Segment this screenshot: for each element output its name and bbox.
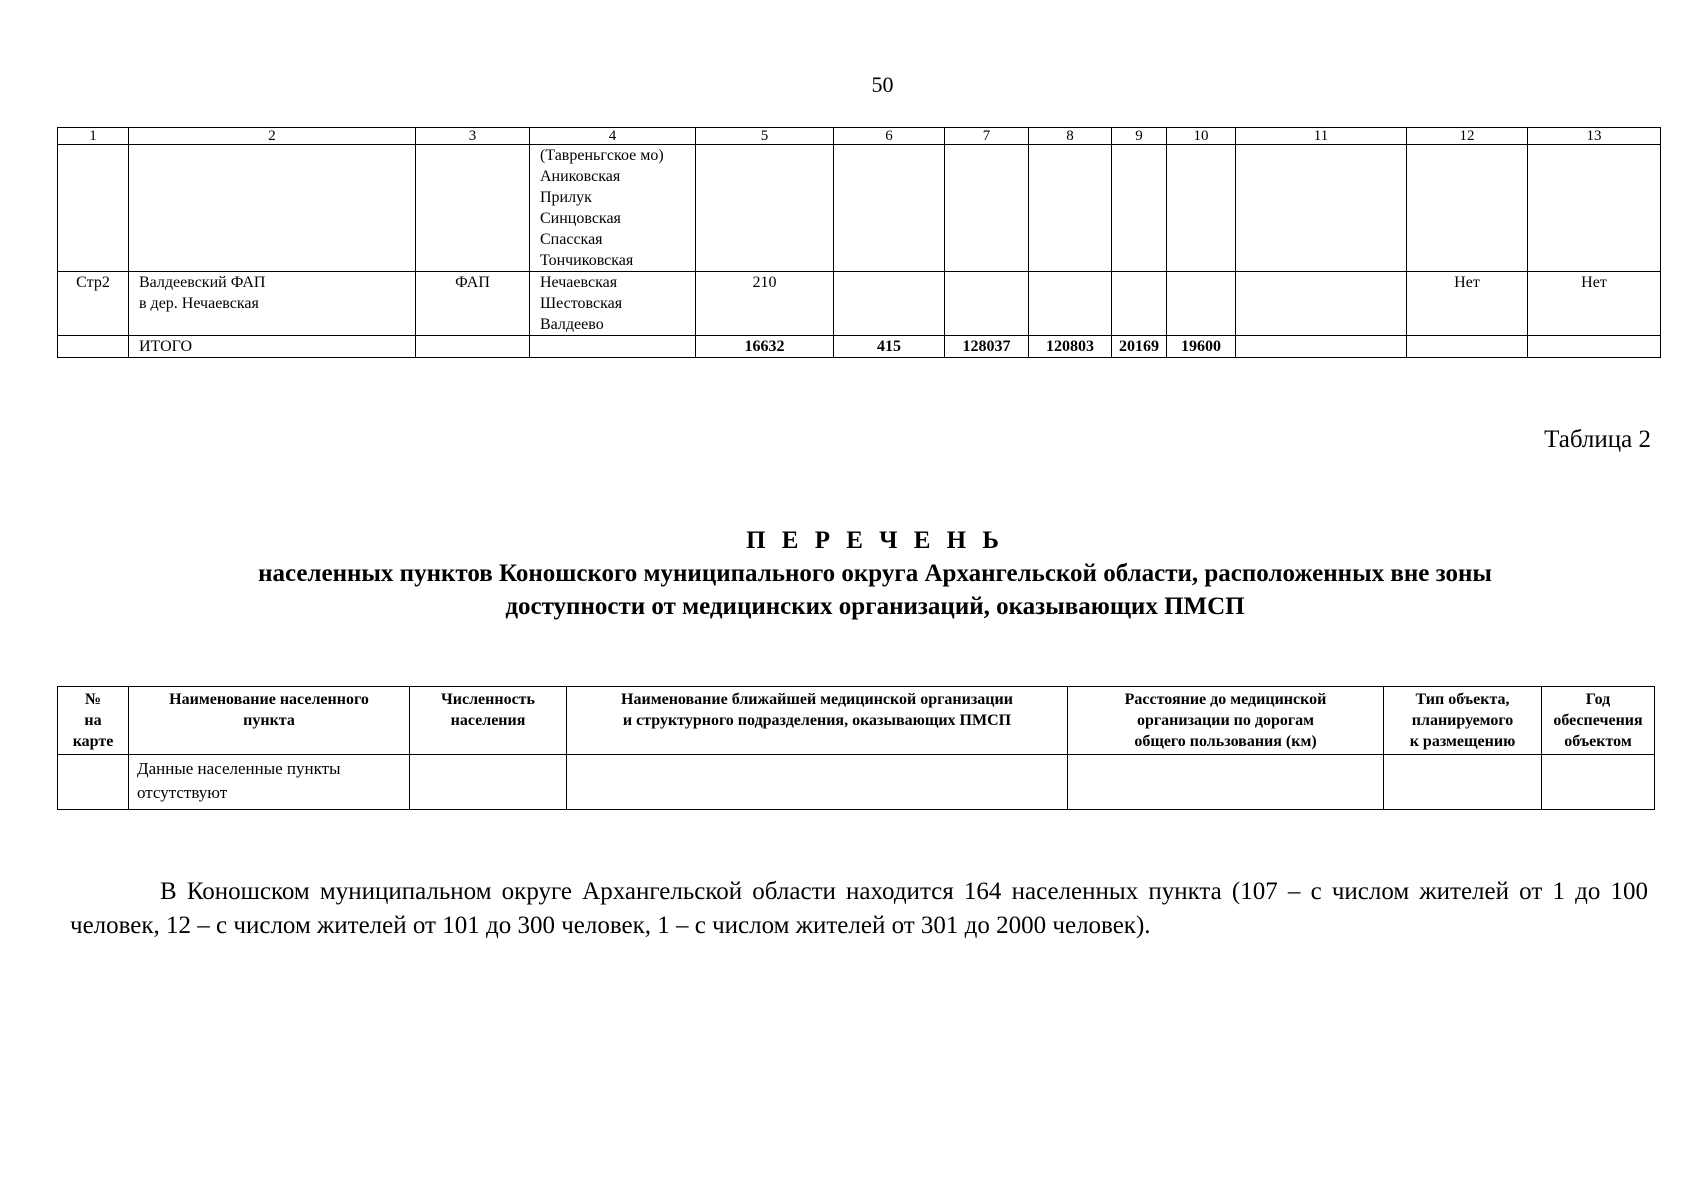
column-header: № на карте — [58, 687, 129, 755]
column-header: Численность населения — [410, 687, 567, 755]
settlements-cell: Нечаевская Шестовская Валдеево — [530, 272, 696, 336]
total-value: 16632 — [696, 336, 834, 358]
col-number: 9 — [1112, 128, 1167, 145]
settlement-name: Данные населенные пункты отсутствуют — [129, 755, 410, 810]
col-number: 11 — [1236, 128, 1407, 145]
title-heading: П Е Р Е Ч Е Н Ь — [746, 527, 1004, 554]
col-number: 13 — [1528, 128, 1661, 145]
population-cell: 210 — [696, 272, 834, 336]
col-number: 2 — [129, 128, 416, 145]
table-label: Таблица 2 — [1544, 426, 1651, 453]
column-header: Наименование ближайшей медицинской организации и структурного подразделения, оказывающих ПМСП — [567, 687, 1068, 755]
value-cell: Нет — [1407, 272, 1528, 336]
total-value: 20169 — [1112, 336, 1167, 358]
table-row — [58, 272, 1661, 336]
table-row — [58, 755, 1655, 810]
table-header-row — [58, 687, 1655, 755]
total-label: ИТОГО — [129, 336, 416, 358]
total-value: 128037 — [945, 336, 1029, 358]
column-header: Год обеспечения объектом — [1542, 687, 1655, 755]
total-value: 19600 — [1167, 336, 1236, 358]
col-number: 1 — [58, 128, 129, 145]
settlements-cell: (Тавреньгское мо) Аниковская Прилук Синцовская Спасская Тончиковская — [530, 145, 696, 272]
body-paragraph: В Коношском муниципальном округе Архангельской области находится 164 населенных пункта (107 – с числом жителей от 1 до 100 человек, 12 – с числом жителей от 101 до 300 человек, 1 – с числом жителей от 301 до 2000 человек). — [70, 878, 1648, 939]
value-cell: Нет — [1528, 272, 1661, 336]
column-header: Тип объекта, планируемого к размещению — [1384, 687, 1542, 755]
title-line: населенных пунктов Коношского муниципального округа Архангельской области, расположенных вне зоны — [258, 560, 1492, 587]
col-number: 3 — [416, 128, 530, 145]
col-number: 10 — [1167, 128, 1236, 145]
settlements-table-continued — [57, 127, 1661, 358]
total-value: 415 — [834, 336, 945, 358]
column-number-row — [58, 128, 1661, 145]
col-number: 8 — [1029, 128, 1112, 145]
facility-type: ФАП — [416, 272, 530, 336]
page-number: 50 — [871, 72, 894, 97]
page-title — [150, 524, 1600, 623]
col-number: 6 — [834, 128, 945, 145]
col-number: 4 — [530, 128, 696, 145]
column-header: Расстояние до медицинской организации по дорогам общего пользования (км) — [1068, 687, 1384, 755]
remote-settlements-table — [57, 686, 1655, 810]
facility-name: Валдеевский ФАП в дер. Нечаевская — [129, 272, 416, 336]
col-number: 12 — [1407, 128, 1528, 145]
total-row — [58, 336, 1661, 358]
col-number: 7 — [945, 128, 1029, 145]
row-code: Стр2 — [58, 272, 129, 336]
total-value: 120803 — [1029, 336, 1112, 358]
col-number: 5 — [696, 128, 834, 145]
table-row — [58, 145, 1661, 272]
title-line: доступности от медицинских организаций, оказывающих ПМСП — [505, 593, 1245, 620]
column-header: Наименование населенного пункта — [129, 687, 410, 755]
